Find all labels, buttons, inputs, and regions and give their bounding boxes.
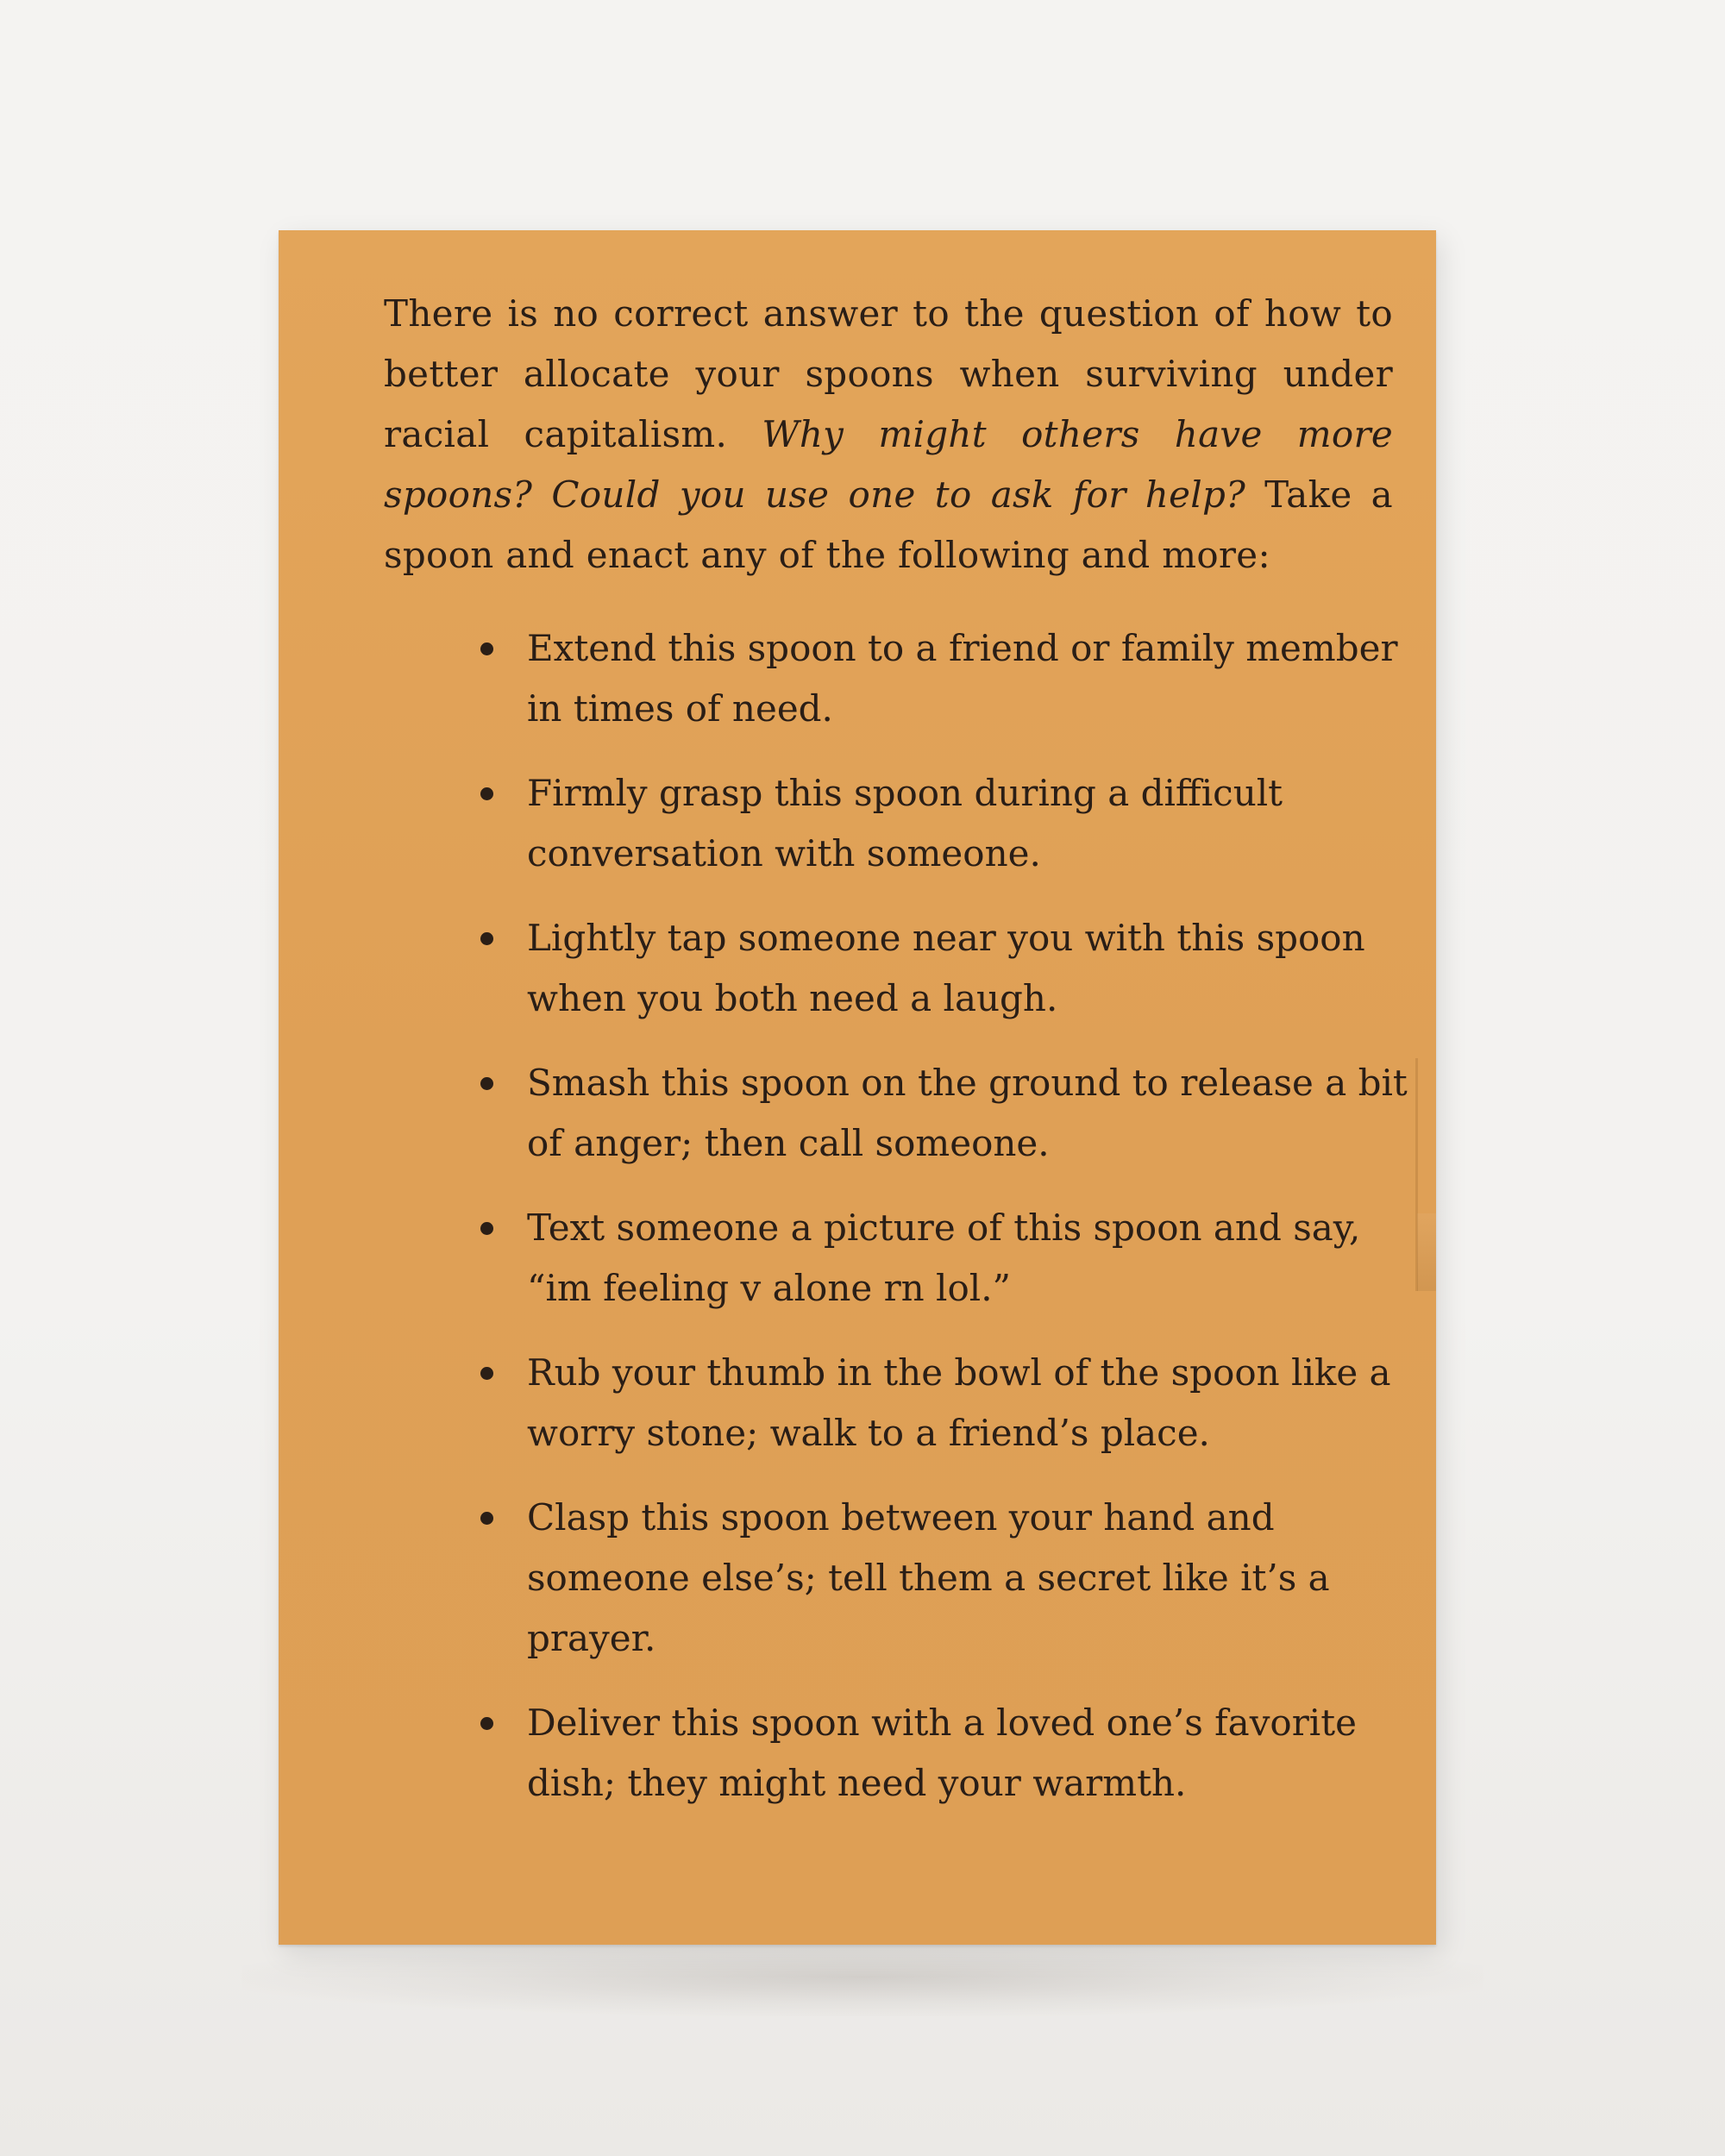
list-item [477,1693,1408,1814]
action-text: Deliver this spoon with a loved one’s favorite dish; they might need your warmth. [527,1702,1357,1804]
list-item [477,763,1408,884]
intro-paragraph [384,284,1393,586]
action-text: Text someone a picture of this spoon and say, “im feeling v alone rn lol.” [527,1206,1361,1309]
action-text: Clasp this spoon between your hand and someone else’s; tell them a secret like it’s a prayer. [527,1496,1330,1659]
bullet-icon [480,642,493,655]
intro-questions-italic: Why might others have more spoons? Could you use one to ask for help? [384,413,1394,516]
printed-card [279,230,1436,1945]
action-text: Firmly grasp this spoon during a difficult conversation with someone. [527,772,1283,874]
bullet-icon [480,1512,493,1525]
bullet-icon [480,1077,493,1090]
list-item [477,1198,1408,1319]
list-item [477,1343,1408,1463]
card-crease [1415,1058,1418,1291]
action-text: Lightly tap someone near you with this spoon when you both need a laugh. [527,917,1365,1019]
bullet-icon [480,787,493,800]
bullet-icon [480,932,493,945]
card-shadow [242,1939,1484,2016]
bullet-icon [480,1222,493,1235]
intro-text-1: There is no correct answer to the question of how to better allocate your spoons when surviving under racial capitalism. [384,292,1393,455]
bullet-icon [480,1717,493,1730]
action-text: Smash this spoon on the ground to release a bit of anger; then call someone. [527,1062,1408,1164]
action-text: Extend this spoon to a friend or family member in times of need. [527,627,1398,730]
bullet-icon [480,1367,493,1380]
action-text: Rub your thumb in the bowl of the spoon like a worry stone; walk to a friend’s place. [527,1351,1391,1454]
list-item [477,1488,1408,1669]
action-list [477,618,1408,1838]
list-item [477,908,1408,1029]
list-item [477,1053,1408,1174]
intro-text-2: Take a spoon and enact any of the following and more: [384,473,1393,576]
list-item [477,618,1408,739]
